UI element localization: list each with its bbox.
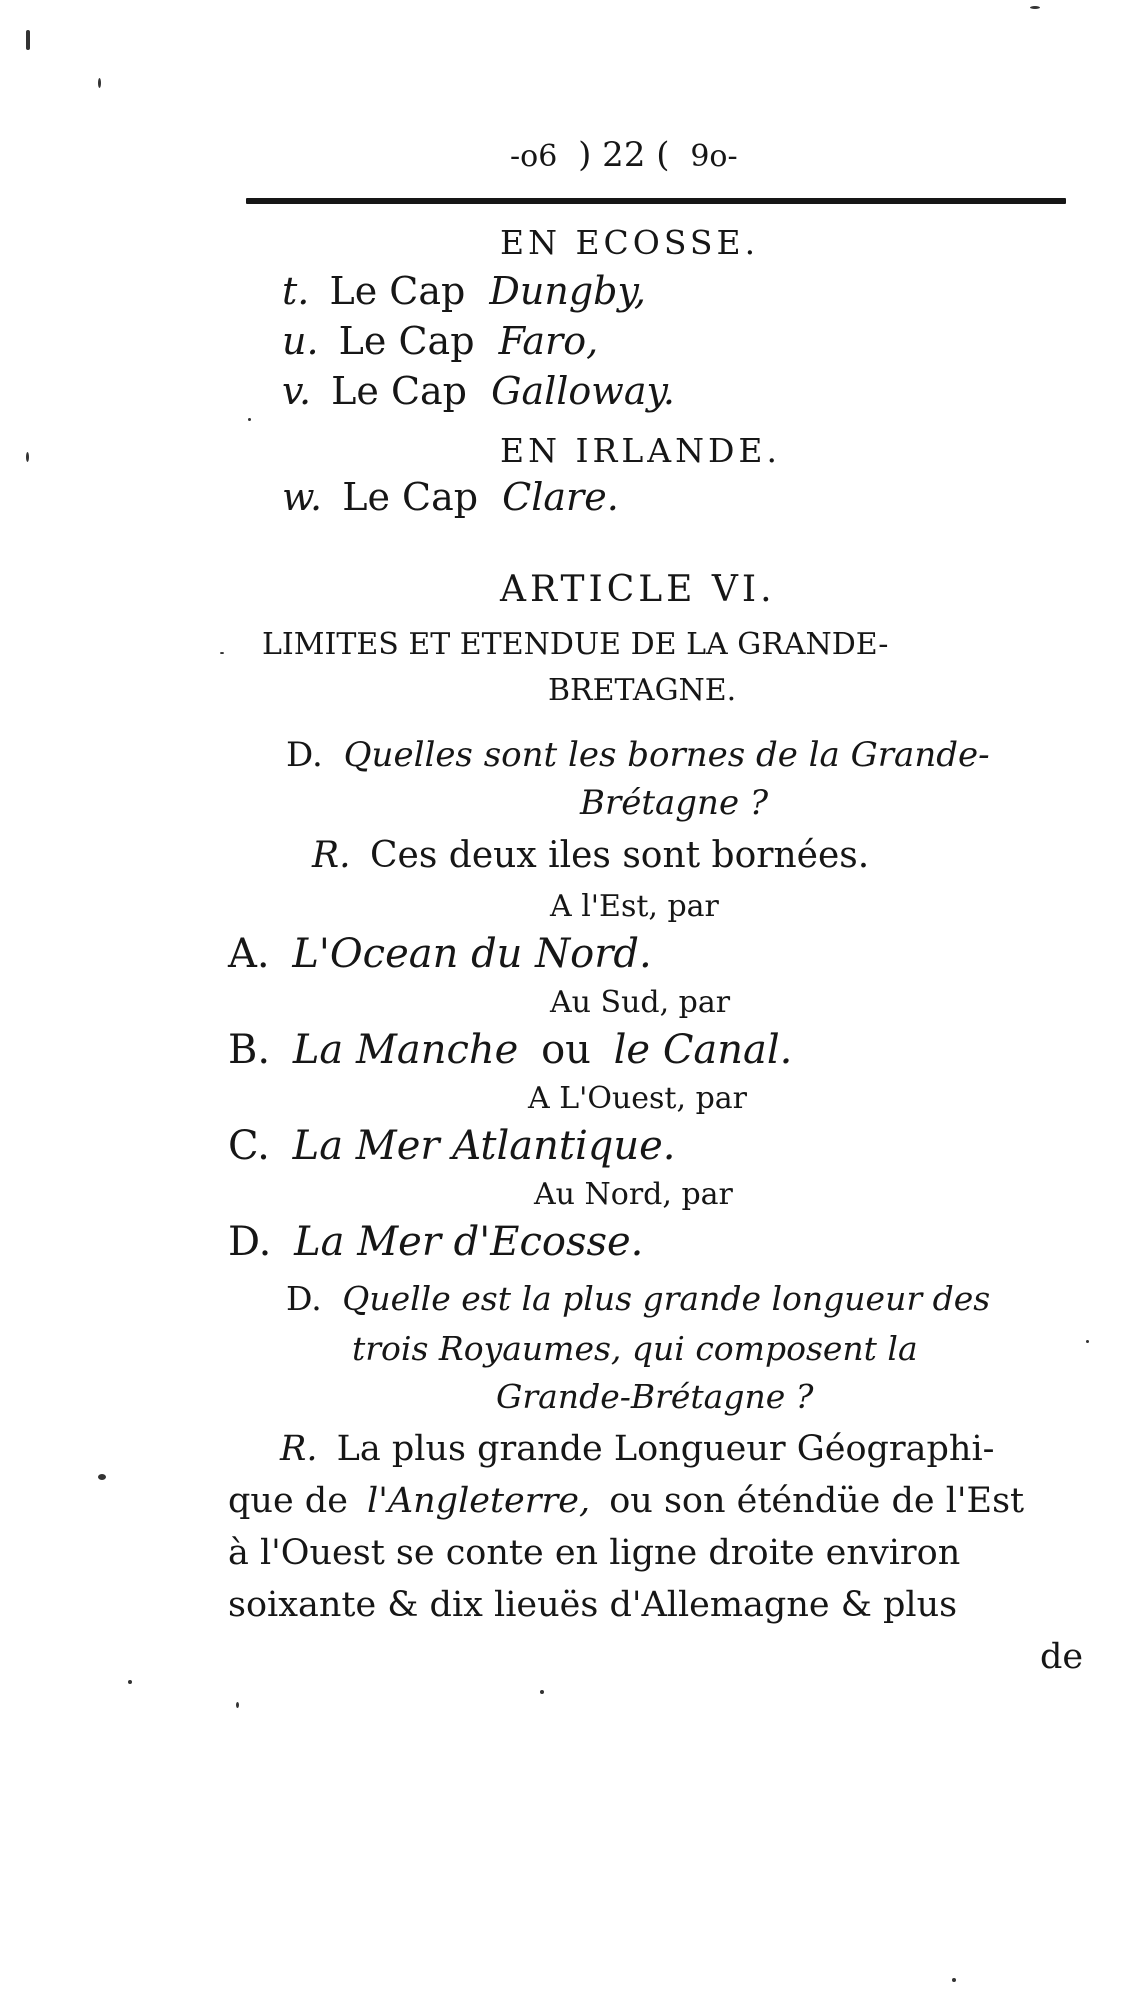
- item-text: Le Cap: [338, 319, 475, 363]
- bound-letter: A.: [228, 931, 270, 977]
- bound-direction: A L'Ouest, par: [528, 1081, 747, 1116]
- answer-2-line4: soixante & dix lieuës d'Allemagne & plus: [228, 1585, 958, 1625]
- scan-speck: [98, 1474, 106, 1480]
- answer-italic: l'Angleterre,: [367, 1481, 591, 1521]
- question-label: D.: [286, 735, 323, 775]
- page-header: [510, 135, 738, 175]
- answer-2-line3: à l'Ouest se conte en ligne droite environ: [228, 1533, 961, 1573]
- list-item: [282, 475, 619, 519]
- bound-letter: D.: [228, 1219, 272, 1265]
- bound-name: La Mer Atlantique.: [292, 1123, 676, 1169]
- article-heading: ARTICLE VI.: [500, 569, 776, 610]
- bound-direction: Au Nord, par: [534, 1177, 733, 1212]
- bound-name: L'Ocean du Nord.: [292, 931, 652, 977]
- question-text: Quelles sont les bornes de la Grande-: [343, 735, 990, 775]
- question-2-line1: [286, 1279, 991, 1318]
- item-name: Clare.: [502, 475, 619, 519]
- bound-name: le Canal.: [613, 1027, 793, 1073]
- answer-label: R.: [280, 1429, 318, 1469]
- bound-connector: ou: [541, 1027, 591, 1073]
- scan-speck: [248, 418, 251, 421]
- bound-letter: B.: [228, 1027, 271, 1073]
- ornament-left-icon: -o6: [510, 139, 558, 174]
- bound-item: [228, 1123, 676, 1169]
- answer-text: que de: [228, 1481, 348, 1521]
- answer-1: [312, 835, 870, 876]
- scan-speck: [540, 1690, 544, 1694]
- bound-direction: Au Sud, par: [550, 985, 731, 1020]
- page-number: ) 22 (: [578, 135, 670, 175]
- item-letter: t.: [282, 269, 310, 313]
- list-item: [282, 319, 599, 363]
- answer-text: Ces deux iles sont bornées.: [370, 835, 870, 876]
- bound-name: La Manche: [292, 1027, 519, 1073]
- catchword: de: [1040, 1637, 1084, 1677]
- article-subheading-line2: BRETAGNE.: [548, 673, 737, 708]
- question-label: D.: [286, 1279, 322, 1318]
- item-letter: u.: [282, 319, 319, 363]
- item-letter: w.: [282, 475, 323, 519]
- heading-en-ecosse: EN ECOSSE.: [500, 223, 760, 262]
- question-text: Quelle est la plus grande longueur des: [342, 1279, 991, 1318]
- item-text: Le Cap: [331, 369, 467, 413]
- answer-text: ou son éténdüe de l'Est: [609, 1481, 1025, 1521]
- article-subheading-line1: LIMITES ET ETENDUE DE LA GRANDE-: [262, 627, 889, 662]
- scan-speck: [220, 652, 224, 654]
- bound-item: [228, 931, 652, 977]
- scan-speck: [1030, 6, 1040, 9]
- scan-speck: [98, 78, 101, 88]
- heading-en-irlande: EN IRLANDE.: [500, 431, 781, 470]
- scan-speck: [952, 1978, 956, 1982]
- question-1-line1: [286, 735, 990, 775]
- question-1-line2: Brétagne ?: [580, 783, 769, 823]
- answer-label: R.: [312, 835, 351, 876]
- answer-text: La plus grande Longueur Géographi-: [336, 1429, 995, 1469]
- list-item: [282, 269, 646, 313]
- item-name: Dungby,: [489, 269, 646, 313]
- bound-item: [228, 1219, 644, 1265]
- item-name: Faro,: [498, 319, 599, 363]
- bound-item: [228, 1027, 793, 1073]
- bound-letter: C.: [228, 1123, 270, 1169]
- scan-speck: [26, 452, 29, 462]
- answer-2-line2: [228, 1481, 1025, 1521]
- question-2-line2: trois Royaumes, qui composent la: [352, 1329, 918, 1368]
- item-text: Le Cap: [329, 269, 466, 313]
- question-2-line3: Grande-Brétagne ?: [496, 1377, 814, 1416]
- answer-2-line1: [280, 1429, 995, 1469]
- bound-name: La Mer d'Ecosse.: [294, 1219, 644, 1265]
- item-letter: v.: [282, 369, 312, 413]
- bound-direction: A l'Est, par: [550, 889, 719, 924]
- scan-speck: [236, 1702, 239, 1708]
- scan-speck: [26, 30, 30, 50]
- item-text: Le Cap: [342, 475, 479, 519]
- header-rule: [246, 198, 1066, 204]
- ornament-right-icon: 9o-: [690, 139, 738, 174]
- scan-speck: [128, 1680, 132, 1684]
- list-item: [282, 369, 675, 413]
- scan-speck: [1086, 1340, 1089, 1343]
- item-name: Galloway.: [491, 369, 675, 413]
